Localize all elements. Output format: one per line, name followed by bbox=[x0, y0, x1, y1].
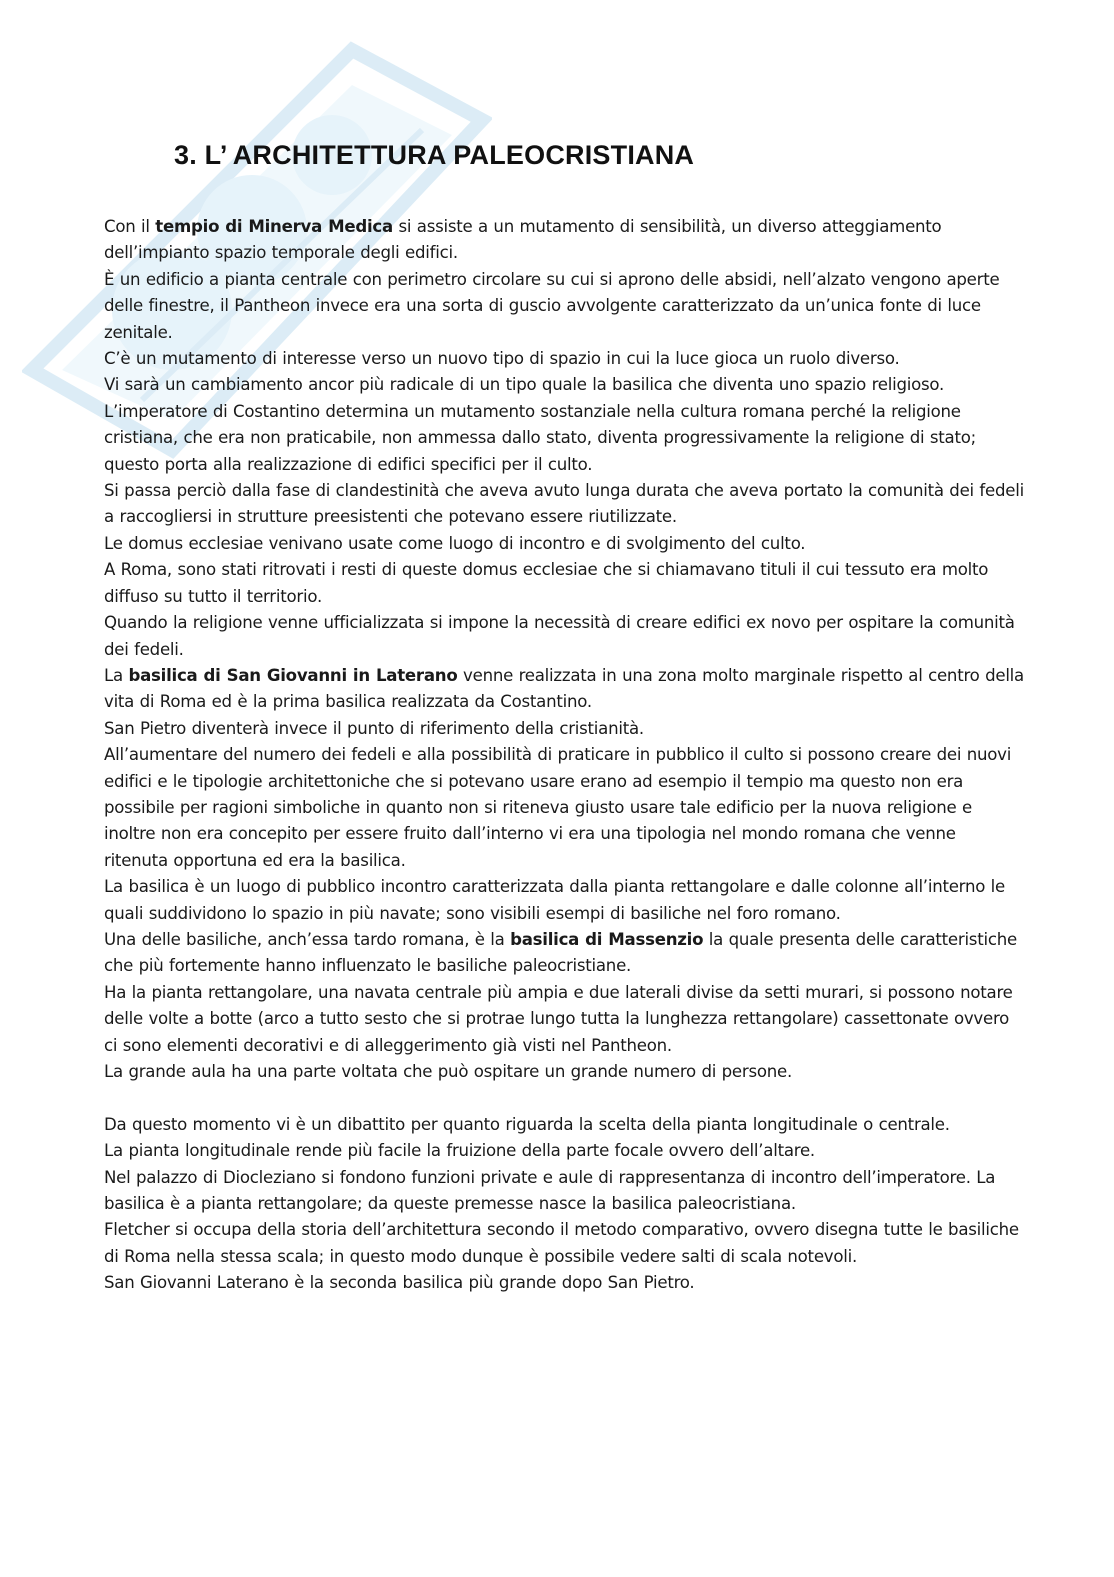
paragraph: Fletcher si occupa della storia dell’architettura secondo il metodo comparativo, ovvero disegna tutte le basiliche di Roma nella stessa scala; in questo modo dunque è possibile vedere salti di scala notevoli. bbox=[104, 1220, 1019, 1266]
paragraph: Quando la religione venne ufficializzata si impone la necessità di creare edifici ex novo per ospitare la comunità dei fedeli. bbox=[104, 613, 1015, 659]
paragraph-spacer bbox=[104, 1085, 1024, 1111]
paragraph: La grande aula ha una parte voltata che può ospitare un grande numero di persone. bbox=[104, 1062, 792, 1081]
paragraph: Ha la pianta rettangolare, una navata centrale più ampia e due laterali divise da setti murari, si possono notare delle volte a botte (arco a tutto sesto che si protrae lungo tutta la lunghezza rettangolare) cassettonate ovvero ci sono elementi decorativi e di alleggerimento già visti nel Pantheon. bbox=[104, 982, 1013, 1055]
paragraph: C’è un mutamento di interesse verso un nuovo tipo di spazio in cui la luce gioca un ruolo diverso. bbox=[104, 349, 900, 369]
paragraph: Da questo momento vi è un dibattito per quanto riguarda la scelta della pianta longitudinale o centrale. bbox=[104, 1114, 950, 1134]
paragraph: L’imperatore di Costantino determina un mutamento sostanziale nella cultura romana perché la religione cristiana, che era non praticabile, non ammessa dallo stato, diventa progressivamente la religione di stato; questo porta alla realizzazione di edifici specifici per il culto. bbox=[104, 401, 976, 474]
paragraph: All’aumentare del numero dei fedeli e alla possibilità di praticare in pubblico il culto si possono creare dei nuovi edifici e le tipologie architettoniche che si potevano usare erano ad esempio il tempio ma questo non era possibile per ragioni simboliche in quanto non si riteneva giusto usare tale edificio per la nuova religione e inoltre non era concepito per essere fruito dall’interno vi era una tipologia nel mondo romana che venne ritenuta opportuna ed era la basilica. bbox=[104, 745, 1012, 870]
bold-term: basilica di Massenzio bbox=[510, 929, 704, 949]
paragraph: La basilica di San Giovanni in Laterano venne realizzata in una zona molto marginale rispetto al centro della vita di Roma ed è la prima basilica realizzata da Costantino. bbox=[104, 665, 1024, 712]
paragraph: A Roma, sono stati ritrovati i resti di queste domus ecclesiae che si chiamavano tituli il cui tessuto era molto diffuso su tutto il territorio. bbox=[104, 560, 989, 606]
page-title: 3. L’ ARCHITETTURA PALEOCRISTIANA bbox=[174, 140, 695, 170]
paragraph: È un edificio a pianta centrale con perimetro circolare su cui si aprono delle absidi, nell’alzato vengono aperte delle finestre, il Pantheon invece era una sorta di guscio avvolgente caratterizzato da un’unica fonte di luce zenitale. bbox=[104, 269, 1000, 342]
document-body bbox=[104, 214, 1024, 1297]
paragraph: Con il tempio di Minerva Medica si assiste a un mutamento di sensibilità, un diverso atteggiamento dell’impianto spazio temporale degli edifici. bbox=[104, 217, 942, 263]
bold-term: tempio di Minerva Medica bbox=[155, 217, 393, 236]
paragraph: Le domus ecclesiae venivano usate come luogo di incontro e di svolgimento del culto. bbox=[104, 533, 806, 553]
paragraph: Una delle basiliche, anch’essa tardo romana, è la basilica di Massenzio la quale presenta delle caratteristiche che più fortemente hanno influenzato le basiliche paleocristiane. bbox=[104, 929, 1017, 976]
paragraph: Vi sarà un cambiamento ancor più radicale di un tipo quale la basilica che diventa uno spazio religioso. bbox=[104, 375, 945, 395]
paragraph: San Pietro diventerà invece il punto di riferimento della cristianità. bbox=[104, 718, 644, 738]
paragraph: La pianta longitudinale rende più facile la fruizione della parte focale ovvero dell’altare. bbox=[104, 1141, 815, 1161]
paragraph: La basilica è un luogo di pubblico incontro caratterizzata dalla pianta rettangolare e dalle colonne all’interno le quali suddividono lo spazio in più navate; sono visibili esempi di basiliche nel foro romano. bbox=[104, 877, 1005, 923]
bold-term: basilica di San Giovanni in Laterano bbox=[128, 665, 458, 685]
paragraph: Si passa perciò dalla fase di clandestinità che aveva avuto lunga durata che aveva portato la comunità dei fedeli a raccogliersi in strutture preesistenti che potevano essere riutilizzate. bbox=[104, 481, 1024, 527]
paragraph: San Giovanni Laterano è la seconda basilica più grande dopo San Pietro. bbox=[104, 1273, 695, 1293]
paragraph: Nel palazzo di Diocleziano si fondono funzioni private e aule di rappresentanza di incontro dell’imperatore. La basilica è a pianta rettangolare; da queste premesse nasce la basilica paleocristiana. bbox=[104, 1167, 996, 1214]
